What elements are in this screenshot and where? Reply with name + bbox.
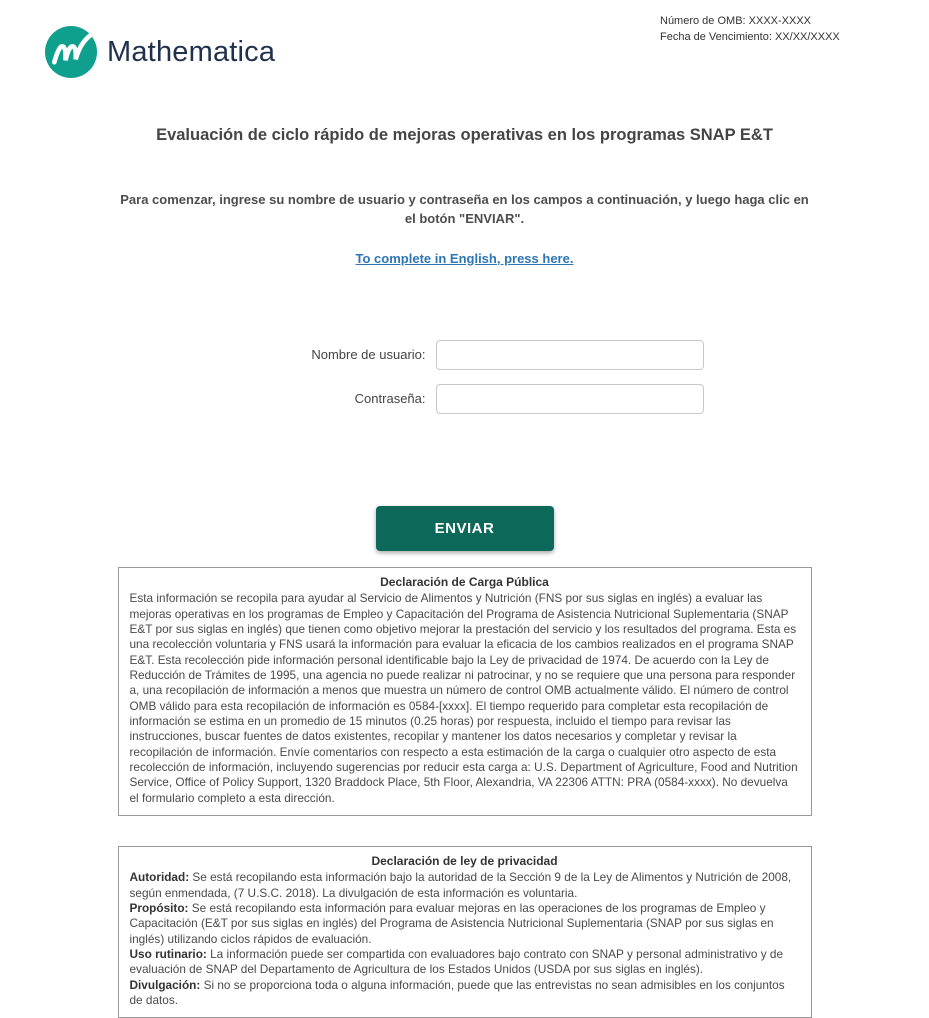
public-burden-body: Esta información se recopila para ayudar al Servicio de Alimentos y Nutrición (FNS por sus siglas en inglés) a evaluar las mejoras operativas en los programas de Empleo y Capacitación del Programa de Asistencia Nutricional Suplementaria (SNAP E&T por sus siglas en inglés) que tienen como objetivo mejorar la prestación del servicio y los resultados del programa. Esta es una recolección voluntaria y FNS usará la información para evaluar la eficacia de los cambios realizados en el programa SNAP E&T. Esta recolección pide información personal identificable bajo la Ley de privacidad de 1974. De acuerdo con la Ley de Reducción de Trámites de 1995, una agencia no puede realizar ni patrocinar, y no se requiere que una persona para responder a, una recopilación de información a menos que muestra un número de control OMB actualmente válido. El número de control OMB válido para esta recopilación de información es 0584-[xxxx]. El tiempo requerido para completar esta recopilación de información se estima en un promedio de 15 minutos (0.25 horas) por respuesta, incluido el tiempo para revisar las instrucciones, buscar fuentes de datos existentes, recopilar y mantener los datos necesarios y completar y revisar la recopilación de información. Envíe comentarios con respecto a esta estimación de la carga o cualquier otro aspecto de esta recolección de información, incluyendo sugerencias por reducir esta carga a: U.S. Department of Agriculture, Food and Nutrition Service, Office of Policy Support, 1320 Braddock Place, 5th Floor, Alexandria, VA 22306 ATTN: PRA (0584-xxxx). No devuelva el formulario completo a esta dirección. (129, 591, 798, 805)
page-title: Evaluación de ciclo rápido de mejoras operativas en los programas SNAP E&T (156, 126, 773, 144)
brand-wordmark: Mathematica (107, 35, 276, 68)
page-header (0, 0, 929, 92)
password-row (0, 384, 929, 414)
login-form (0, 340, 929, 414)
omb-info (660, 14, 840, 46)
english-link-container (0, 250, 929, 268)
english-version-link[interactable]: To complete in English, press here. (355, 250, 574, 266)
omb-number: Número de OMB: XXXX-XXXX (660, 15, 811, 27)
mathematica-logo-icon (45, 26, 97, 78)
password-label: Contraseña: (354, 391, 426, 407)
submit-container (0, 506, 929, 551)
privacy-item-label: Divulgación: (129, 977, 201, 992)
privacy-item-text: Se está recopilando esta información para evaluar mejoras en las operaciones de los programas de Empleo y Capacitación (E&T por sus siglas en inglés) del Programa de Asistencia Nutricional Suplementaria (SNAP por sus siglas en inglés) utilizando ciclos rápidos de evaluación. (129, 901, 774, 946)
privacy-act-statement (118, 846, 812, 1018)
privacy-item-purpose (130, 901, 800, 947)
login-instructions: Para comenzar, ingrese su nombre de usuario y contraseña en los campos a continuación, y luego haga clic en el botón "ENVIAR". (120, 192, 809, 226)
privacy-item-label: Uso rutinario: (129, 947, 207, 962)
omb-expiry: Fecha de Vencimiento: XX/XX/XXXX (660, 30, 840, 43)
public-burden-title: Declaración de Carga Pública (380, 574, 549, 589)
privacy-item-text: Se está recopilando esta información bajo la autoridad de la Sección 9 de la Ley de Alimentos y Nutrición de 2008, según enmendada, (7 U.S.C. 2018). La divulgación de esta información es voluntaria. (129, 870, 792, 900)
privacy-item-label: Propósito: (129, 901, 189, 916)
username-row (0, 340, 929, 370)
privacy-item-authority (130, 870, 800, 901)
password-input[interactable] (436, 384, 704, 414)
privacy-item-text: La información puede ser compartida con evaluadores bajo contrato con SNAP y personal administrativo y de evaluación de SNAP del Departamento de Agricultura de los Estados Unidos (USDA por sus siglas en inglés). (129, 947, 784, 977)
submit-button[interactable]: ENVIAR (376, 506, 554, 551)
username-input[interactable] (436, 340, 704, 370)
privacy-item-label: Autoridad: (129, 870, 190, 885)
username-label: Nombre de usuario: (311, 347, 426, 363)
privacy-item-text: Si no se proporciona toda o alguna información, puede que las entrevistas no sean admisibles en los conjuntos de datos. (129, 977, 785, 1008)
public-burden-statement (118, 567, 812, 816)
privacy-item-routine-use (130, 947, 800, 978)
mathematica-logo (45, 26, 275, 78)
privacy-item-disclosure (130, 978, 800, 1009)
privacy-title: Declaración de ley de privacidad (371, 853, 558, 868)
